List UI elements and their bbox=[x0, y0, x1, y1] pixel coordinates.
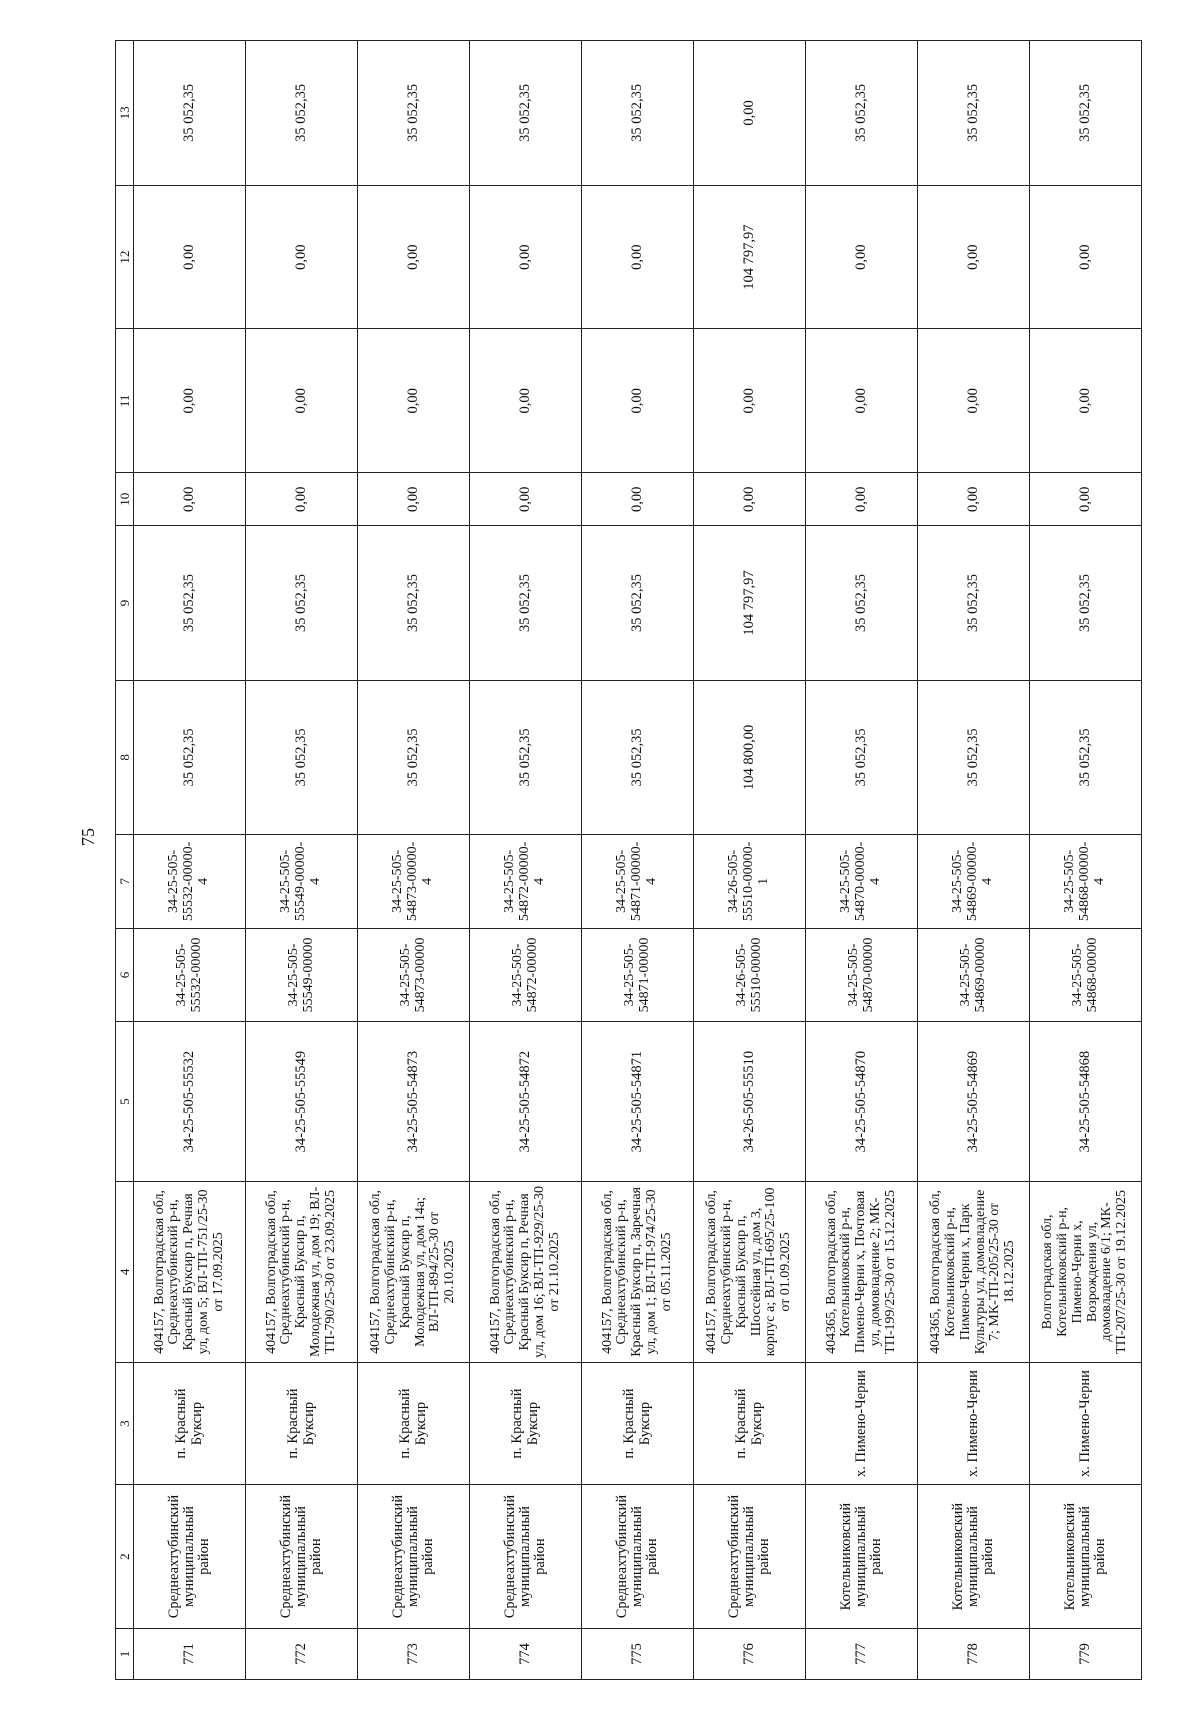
row-number: 772 bbox=[246, 1628, 358, 1679]
code-cell: 34-25-505-54871-00000 bbox=[582, 928, 694, 1022]
amount-cell: 35 052,35 bbox=[134, 526, 246, 680]
row-number: 775 bbox=[582, 1628, 694, 1679]
amount-cell: 0,00 bbox=[246, 329, 358, 473]
table-row bbox=[470, 41, 582, 1680]
code-suffix-cell: 34-25-505-54869-00000-4 bbox=[918, 834, 1030, 928]
column-header: 1 bbox=[116, 1628, 134, 1679]
district-cell: Котельниковский муниципальный район bbox=[806, 1485, 918, 1629]
data-table bbox=[115, 40, 1142, 1680]
locality-cell: х. Пимено-Черни bbox=[1030, 1362, 1142, 1484]
locality-cell: п. Красный Буксир bbox=[582, 1362, 694, 1484]
amount-cell: 35 052,35 bbox=[806, 41, 918, 186]
amount-cell: 104 797,97 bbox=[694, 526, 806, 680]
address-cell: 404157, Волгоградская обл, Среднеахтубинский р-н, Красный Буксир п, Речная ул, дом 16; ВЛ-ТП-929/25-30 от 21.10.2025 bbox=[470, 1181, 582, 1362]
amount-cell: 0,00 bbox=[582, 185, 694, 329]
column-header: 7 bbox=[116, 834, 134, 928]
code-cell: 34-25-505-54868-00000 bbox=[1030, 928, 1142, 1022]
table-row bbox=[918, 41, 1030, 1680]
district-cell: Среднеахтубинский муниципальный район bbox=[358, 1485, 470, 1629]
column-header: 13 bbox=[116, 41, 134, 186]
amount-cell: 35 052,35 bbox=[806, 526, 918, 680]
amount-cell: 0,00 bbox=[582, 329, 694, 473]
cadastral-code-cell: 34-25-505-54870 bbox=[806, 1022, 918, 1182]
amount-cell: 0,00 bbox=[134, 185, 246, 329]
address-cell: 404157, Волгоградская обл, Среднеахтубинский р-н, Красный Буксир п, Молодежная ул, дом 14а; ВЛ-ТП-894/25-30 от 20.10.2025 bbox=[358, 1181, 470, 1362]
cadastral-code-cell: 34-25-505-54868 bbox=[1030, 1022, 1142, 1182]
column-header: 11 bbox=[116, 329, 134, 473]
column-header: 2 bbox=[116, 1485, 134, 1629]
locality-cell: п. Красный Буксир bbox=[470, 1362, 582, 1484]
code-cell: 34-25-505-55549-00000 bbox=[246, 928, 358, 1022]
table-row bbox=[582, 41, 694, 1680]
amount-cell: 35 052,35 bbox=[470, 41, 582, 186]
amount-cell: 35 052,35 bbox=[246, 680, 358, 834]
table-row bbox=[694, 41, 806, 1680]
column-header: 12 bbox=[116, 185, 134, 329]
amount-cell: 35 052,35 bbox=[1030, 526, 1142, 680]
amount-cell: 0,00 bbox=[358, 185, 470, 329]
amount-cell: 0,00 bbox=[806, 473, 918, 526]
amount-cell: 0,00 bbox=[470, 473, 582, 526]
amount-cell: 35 052,35 bbox=[358, 526, 470, 680]
column-header: 9 bbox=[116, 526, 134, 680]
amount-cell: 0,00 bbox=[470, 329, 582, 473]
amount-cell: 0,00 bbox=[134, 473, 246, 526]
amount-cell: 0,00 bbox=[694, 473, 806, 526]
code-suffix-cell: 34-25-505-55549-00000-4 bbox=[246, 834, 358, 928]
code-suffix-cell: 34-25-505-54872-00000-4 bbox=[470, 834, 582, 928]
amount-cell: 0,00 bbox=[134, 329, 246, 473]
amount-cell: 35 052,35 bbox=[582, 41, 694, 186]
row-number: 771 bbox=[134, 1628, 246, 1679]
amount-cell: 0,00 bbox=[1030, 329, 1142, 473]
cadastral-code-cell: 34-25-505-54872 bbox=[470, 1022, 582, 1182]
amount-cell: 35 052,35 bbox=[134, 41, 246, 186]
address-cell: 404365, Волгоградская обл, Котельниковский р-н, Пимено-Черни х, Почтовая ул, домовладение 2; МК-ТП-199/25-30 от 15.12.2025 bbox=[806, 1181, 918, 1362]
page-number: 75 bbox=[78, 828, 98, 846]
amount-cell: 0,00 bbox=[918, 329, 1030, 473]
amount-cell: 0,00 bbox=[806, 329, 918, 473]
amount-cell: 35 052,35 bbox=[918, 680, 1030, 834]
amount-cell: 35 052,35 bbox=[918, 41, 1030, 186]
amount-cell: 35 052,35 bbox=[246, 41, 358, 186]
row-number: 777 bbox=[806, 1628, 918, 1679]
table-row bbox=[134, 41, 246, 1680]
row-number: 773 bbox=[358, 1628, 470, 1679]
code-suffix-cell: 34-26-505-55510-00000-1 bbox=[694, 834, 806, 928]
cadastral-code-cell: 34-25-505-54873 bbox=[358, 1022, 470, 1182]
address-cell: Волгоградская обл, Котельниковский р-н, Пимено-Черни х, Возрождения ул, домовладение 6/1; МК-ТП-207/25-30 от 19.12.2025 bbox=[1030, 1181, 1142, 1362]
header-row bbox=[116, 41, 134, 1680]
amount-cell: 0,00 bbox=[694, 329, 806, 473]
amount-cell: 0,00 bbox=[1030, 185, 1142, 329]
code-cell: 34-25-505-54870-00000 bbox=[806, 928, 918, 1022]
code-cell: 34-25-505-55532-00000 bbox=[134, 928, 246, 1022]
cadastral-code-cell: 34-26-505-55510 bbox=[694, 1022, 806, 1182]
column-header: 4 bbox=[116, 1181, 134, 1362]
district-cell: Котельниковский муниципальный район bbox=[1030, 1485, 1142, 1629]
row-number: 776 bbox=[694, 1628, 806, 1679]
locality-cell: п. Красный Буксир bbox=[134, 1362, 246, 1484]
code-cell: 34-26-505-55510-00000 bbox=[694, 928, 806, 1022]
amount-cell: 35 052,35 bbox=[1030, 680, 1142, 834]
amount-cell: 35 052,35 bbox=[358, 41, 470, 186]
amount-cell: 35 052,35 bbox=[134, 680, 246, 834]
amount-cell: 0,00 bbox=[582, 473, 694, 526]
table-row bbox=[1030, 41, 1142, 1680]
locality-cell: х. Пимено-Черни bbox=[806, 1362, 918, 1484]
amount-cell: 35 052,35 bbox=[582, 680, 694, 834]
amount-cell: 35 052,35 bbox=[470, 526, 582, 680]
amount-cell: 35 052,35 bbox=[918, 526, 1030, 680]
column-header: 6 bbox=[116, 928, 134, 1022]
table-row bbox=[246, 41, 358, 1680]
amount-cell: 0,00 bbox=[470, 185, 582, 329]
amount-cell: 35 052,35 bbox=[582, 526, 694, 680]
code-suffix-cell: 34-25-505-54870-00000-4 bbox=[806, 834, 918, 928]
district-cell: Среднеахтубинский муниципальный район bbox=[694, 1485, 806, 1629]
table-body bbox=[134, 41, 1142, 1680]
amount-cell: 35 052,35 bbox=[246, 526, 358, 680]
code-suffix-cell: 34-25-505-54871-00000-4 bbox=[582, 834, 694, 928]
address-cell: 404157, Волгоградская обл, Среднеахтубинский р-н, Красный Буксир п, Заречная ул, дом 1; ВЛ-ТП-974/25-30 от 05.11.2025 bbox=[582, 1181, 694, 1362]
address-cell: 404157, Волгоградская обл, Среднеахтубинский р-н, Красный Буксир п, Шоссейная ул, дом 3, корпус а; ВЛ-ТП-695/25-100 от 01.09.2025 bbox=[694, 1181, 806, 1362]
column-header: 5 bbox=[116, 1022, 134, 1182]
cadastral-code-cell: 34-25-505-54869 bbox=[918, 1022, 1030, 1182]
district-cell: Среднеахтубинский муниципальный район bbox=[470, 1485, 582, 1629]
row-number: 778 bbox=[918, 1628, 1030, 1679]
locality-cell: п. Красный Буксир bbox=[694, 1362, 806, 1484]
column-header: 8 bbox=[116, 680, 134, 834]
amount-cell: 35 052,35 bbox=[806, 680, 918, 834]
rotated-table-container bbox=[115, 40, 1129, 1680]
row-number: 779 bbox=[1030, 1628, 1142, 1679]
row-number: 774 bbox=[470, 1628, 582, 1679]
district-cell: Котельниковский муниципальный район bbox=[918, 1485, 1030, 1629]
address-cell: 404157, Волгоградская обл, Среднеахтубинский р-н, Красный Буксир п, Молодежная ул, дом 19; ВЛ-ТП-790/25-30 от 23.09.2025 bbox=[246, 1181, 358, 1362]
amount-cell: 104 800,00 bbox=[694, 680, 806, 834]
district-cell: Среднеахтубинский муниципальный район bbox=[134, 1485, 246, 1629]
amount-cell: 0,00 bbox=[918, 473, 1030, 526]
locality-cell: п. Красный Буксир bbox=[246, 1362, 358, 1484]
cadastral-code-cell: 34-25-505-54871 bbox=[582, 1022, 694, 1182]
amount-cell: 0,00 bbox=[246, 473, 358, 526]
amount-cell: 104 797,97 bbox=[694, 185, 806, 329]
code-suffix-cell: 34-25-505-54873-00000-4 bbox=[358, 834, 470, 928]
cadastral-code-cell: 34-25-505-55532 bbox=[134, 1022, 246, 1182]
code-cell: 34-25-505-54869-00000 bbox=[918, 928, 1030, 1022]
cadastral-code-cell: 34-25-505-55549 bbox=[246, 1022, 358, 1182]
table-row bbox=[358, 41, 470, 1680]
amount-cell: 0,00 bbox=[358, 473, 470, 526]
district-cell: Среднеахтубинский муниципальный район bbox=[582, 1485, 694, 1629]
amount-cell: 35 052,35 bbox=[470, 680, 582, 834]
amount-cell: 0,00 bbox=[806, 185, 918, 329]
district-cell: Среднеахтубинский муниципальный район bbox=[246, 1485, 358, 1629]
address-cell: 404365, Волгоградская обл, Котельниковский р-н, Пимено-Черни х, Парк Культуры ул, домовладение 7; МК-ТП-205/25-30 от 18.12.2025 bbox=[918, 1181, 1030, 1362]
amount-cell: 35 052,35 bbox=[1030, 41, 1142, 186]
amount-cell: 0,00 bbox=[918, 185, 1030, 329]
code-suffix-cell: 34-25-505-54868-00000-4 bbox=[1030, 834, 1142, 928]
address-cell: 404157, Волгоградская обл, Среднеахтубинский р-н, Красный Буксир п, Речная ул, дом 5; ВЛ-ТП-751/25-30 от 17.09.2025 bbox=[134, 1181, 246, 1362]
locality-cell: х. Пимено-Черни bbox=[918, 1362, 1030, 1484]
code-cell: 34-25-505-54872-00000 bbox=[470, 928, 582, 1022]
table-row bbox=[806, 41, 918, 1680]
locality-cell: п. Красный Буксир bbox=[358, 1362, 470, 1484]
amount-cell: 0,00 bbox=[1030, 473, 1142, 526]
column-header: 3 bbox=[116, 1362, 134, 1484]
amount-cell: 0,00 bbox=[694, 41, 806, 186]
amount-cell: 0,00 bbox=[246, 185, 358, 329]
amount-cell: 0,00 bbox=[358, 329, 470, 473]
code-cell: 34-25-505-54873-00000 bbox=[358, 928, 470, 1022]
column-header: 10 bbox=[116, 473, 134, 526]
code-suffix-cell: 34-25-505-55532-00000-4 bbox=[134, 834, 246, 928]
amount-cell: 35 052,35 bbox=[358, 680, 470, 834]
